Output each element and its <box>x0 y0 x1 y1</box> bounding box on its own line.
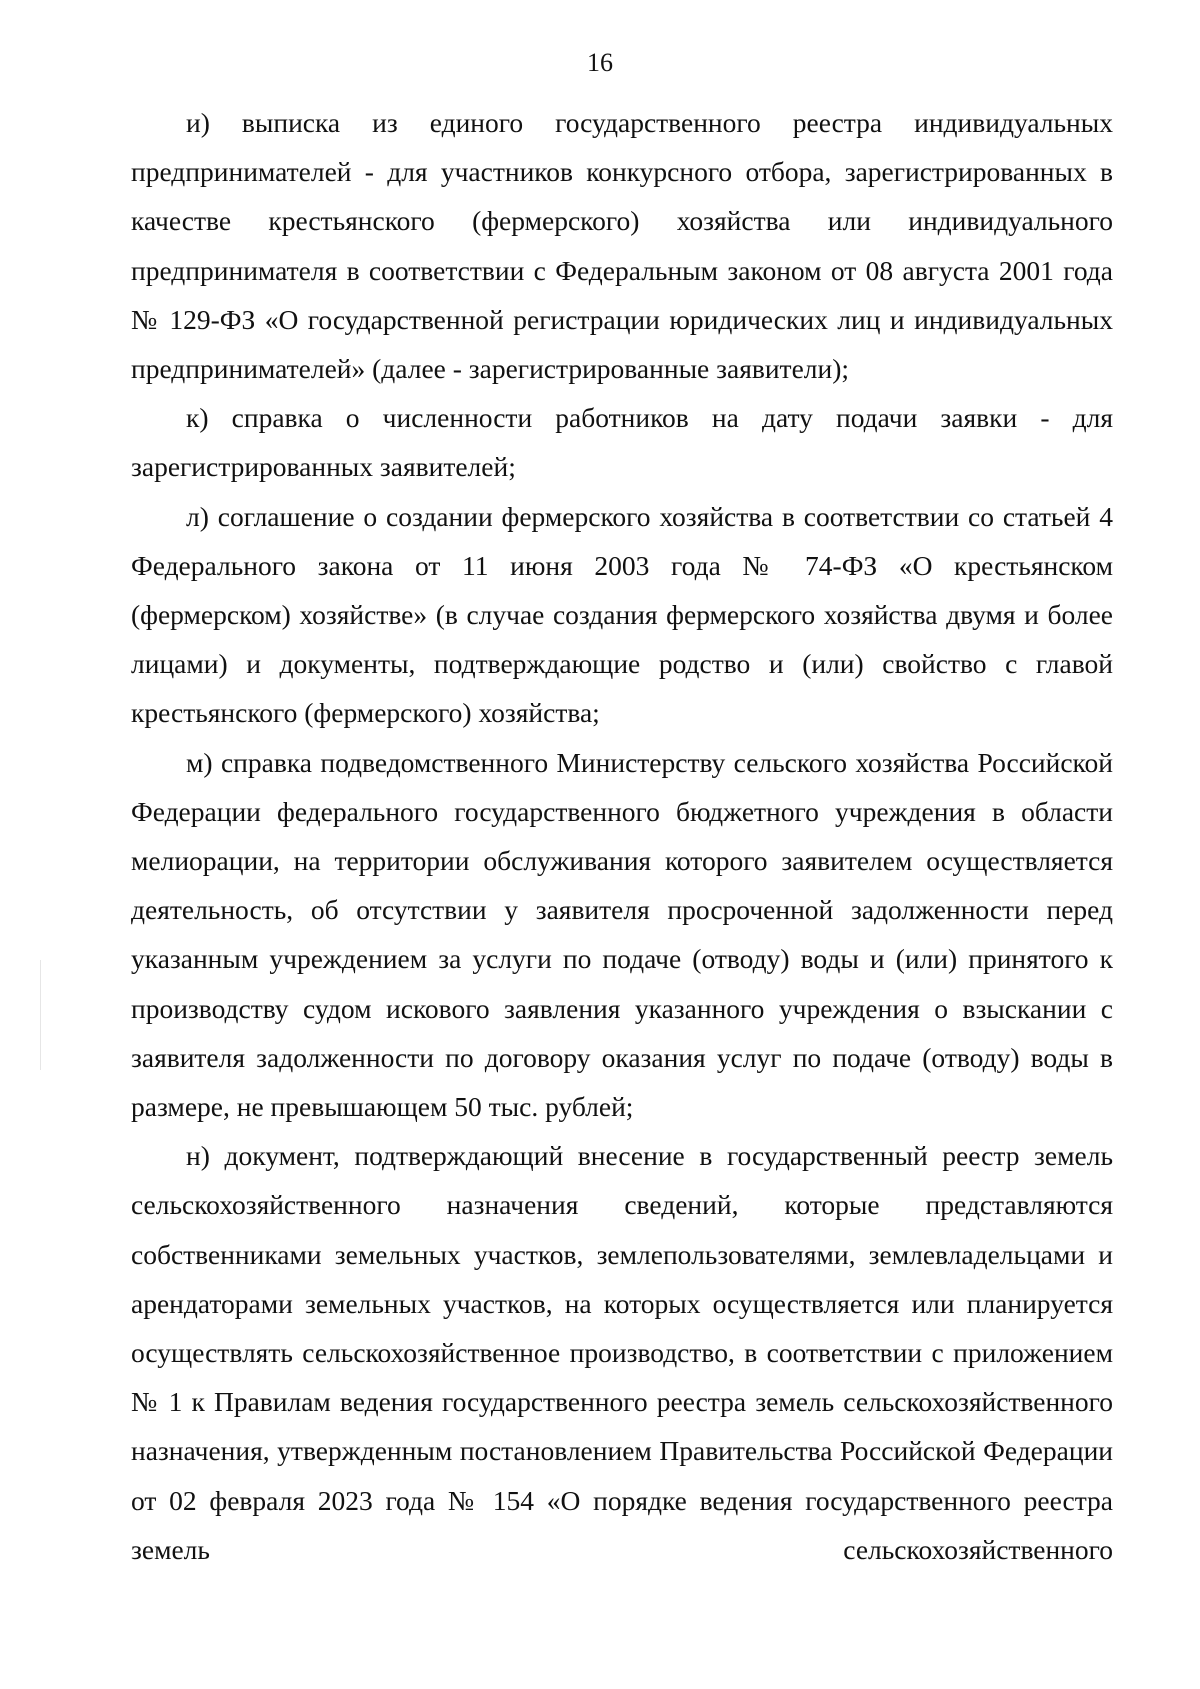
paragraph-l: л) соглашение о создании фермерского хозяйства в соответствии со статьей 4 Федерального закона от 11 июня 2003 года № 74-ФЗ «О крестьянском (фермерском) хозяйстве» (в случае создания фермерского хозяйства двумя и более лицами) и документы, подтверждающие родство и (или) свойство с главой крестьянского (фермерского) хозяйства; <box>131 500 1113 729</box>
paragraph-i: и) выписка из единого государственного реестра индивидуальных предпринимателей - для участников конкурсного отбора, зарегистрированных в качестве крестьянского (фермерского) хозяйства или индивидуального предпринимателя в соответствии с Федеральным законом от 08 августа 2001 года № 129-ФЗ «О государственной регистрации юридических лиц и индивидуальных предпринимателей» (далее - зарегистрированные заявители); <box>131 107 1113 385</box>
paragraph-k: к) справка о численности работников на дату подачи заявки - для зарегистрированных заявителей; <box>131 402 1113 483</box>
paragraph-n: н) документ, подтверждающий внесение в государственный реестр земель сельскохозяйственного назначения сведений, которые представляются собственниками земельных участков, землепользователями, землевладельцами и арендаторами земельных участков, на которых осуществляется или планируется осуществлять сельскохозяйственное производство, в соответствии с приложением № 1 к Правилам ведения государственного реестра земель сельскохозяйственного назначения, утвержденным постановлением Правительства Российской Федерации от 02 февраля 2023 года № 154 «О порядке ведения государственного реестра земель сельскохозяйственного <box>131 1140 1113 1565</box>
paragraph-m: м) справка подведомственного Министерству сельского хозяйства Российской Федерации федерального государственного бюджетного учреждения в области мелиорации, на территории обслуживания которого заявителем осуществляется деятельность, об отсутствии у заявителя просроченной задолженности перед указанным учреждением за услуги по подаче (отводу) воды и (или) принятого к производству судом искового заявления указанного учреждения о взыскании с заявителя задолженности по договору оказания услуг по подаче (отводу) воды в размере, не превышающем 50 тыс. рублей; <box>131 746 1113 1123</box>
scan-artifact-line <box>40 960 41 1070</box>
page-number: 16 <box>587 48 613 77</box>
document-body <box>131 98 1113 1574</box>
